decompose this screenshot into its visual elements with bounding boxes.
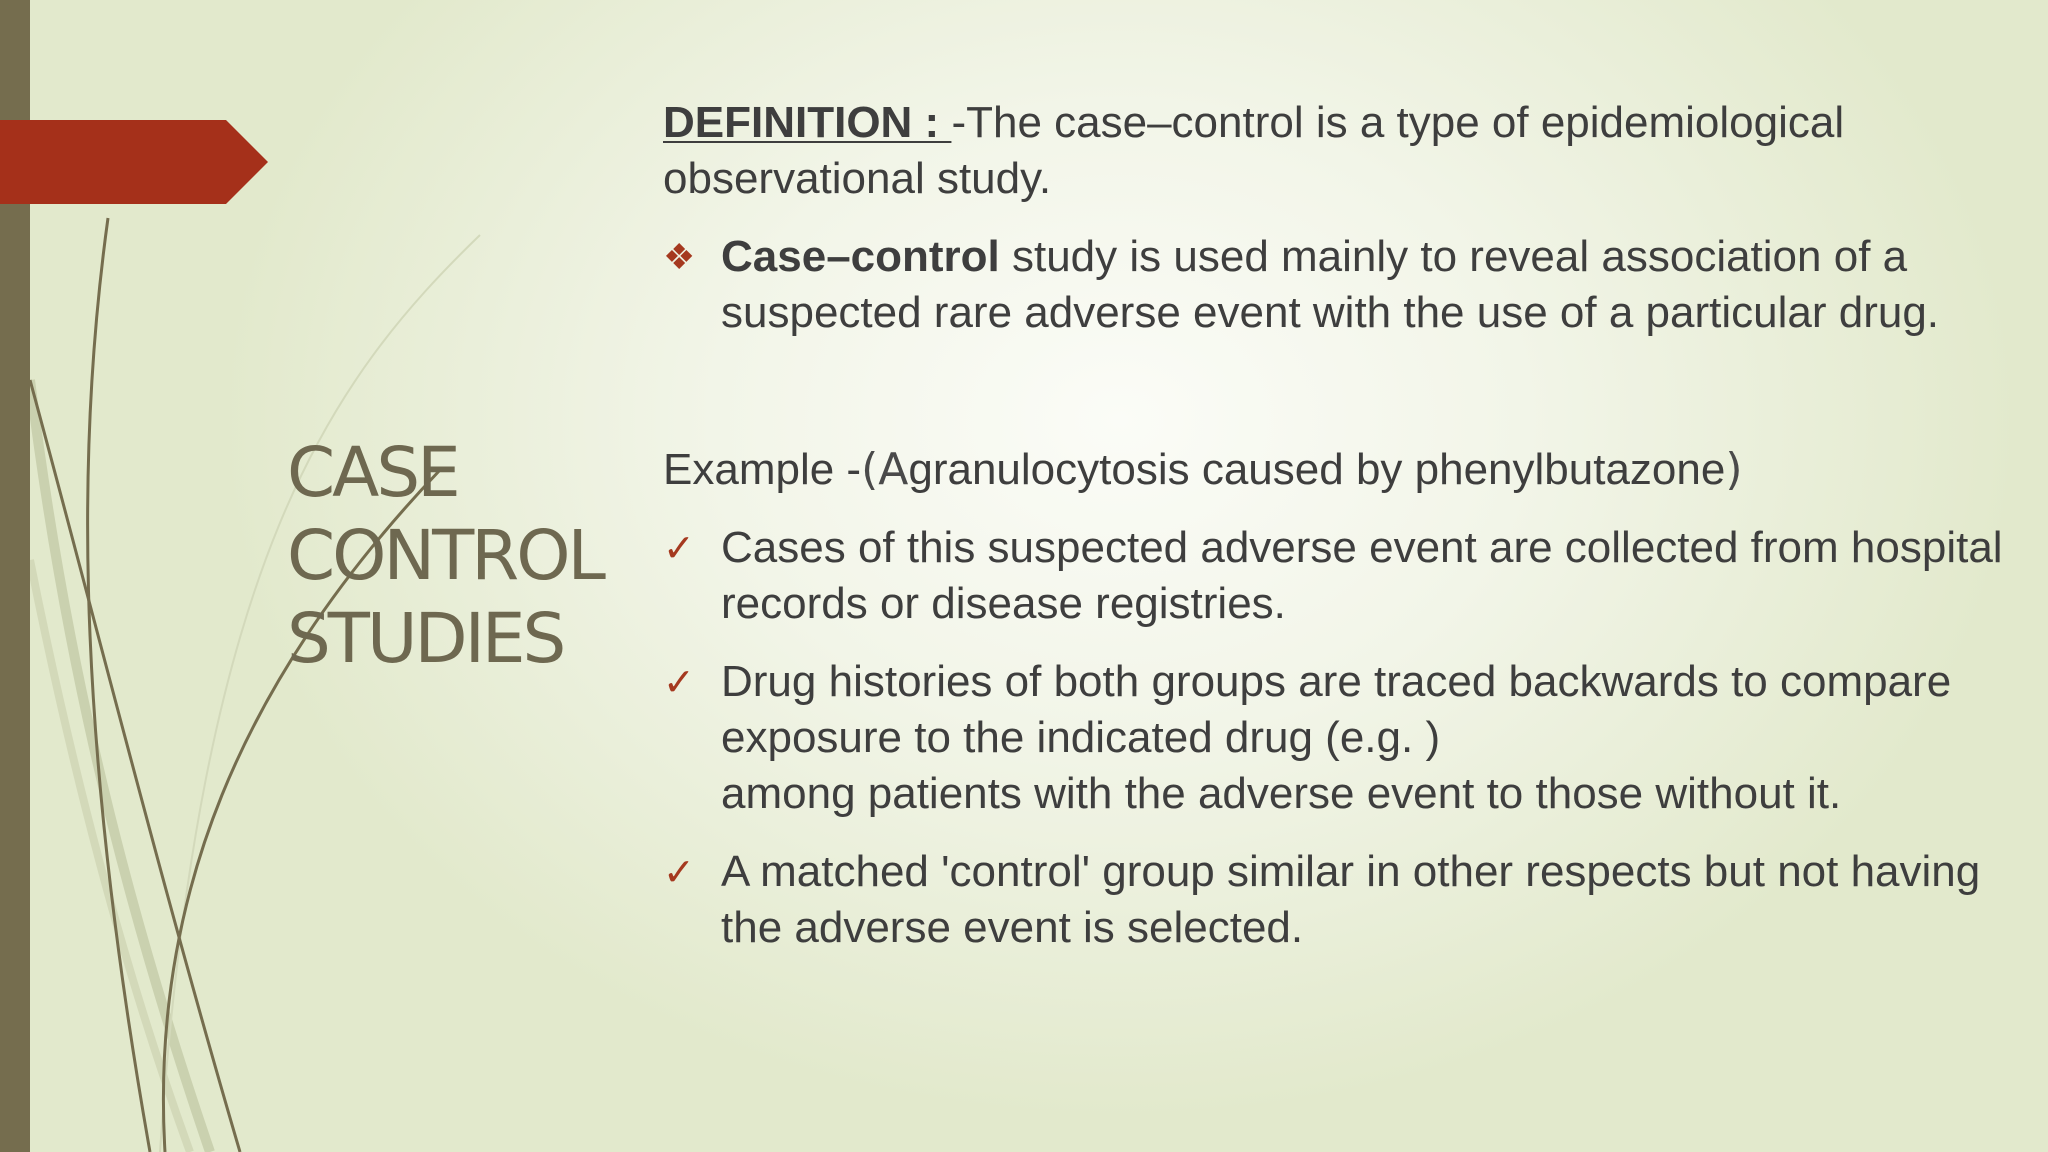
red-arrow-tab [0,120,268,204]
check-icon: ✓ [663,850,695,894]
main-bullet-bold: Case–control [721,232,1000,281]
check-icon: ✓ [663,526,695,570]
example-heading [663,442,2003,498]
example-first-letter: A [878,444,909,495]
definition-text: -The case–control is a type of epidemiological observational study. [663,98,1845,203]
check-item-2-continuation: among patients with the adverse event to those without it. [721,769,1842,818]
check-icon: ✓ [663,660,695,704]
title-line-2: CONTROL [287,516,603,596]
example-open-paren: ( [861,444,879,495]
check-item-1-text: Cases of this suspected adverse event are collected from hospital records or disease registries. [721,523,2003,628]
title-line-3: STUDIES [287,599,564,679]
example-text: granulocytosis caused by phenylbutazone [908,445,1726,494]
slide-title [287,432,627,681]
main-bullet [663,229,2003,341]
check-item-2-text: Drug histories of both groups are traced backwards to compare exposure to the indicated drug (e.g. ) [721,657,1952,762]
check-item-1 [663,520,2003,632]
definition-label: DEFINITION : [663,98,952,147]
slide-content [663,95,2003,956]
curve-light-3 [160,235,480,1152]
example-close-paren: ) [1725,444,1743,495]
main-bullet-text: study is used mainly to reveal association of a suspected rare adverse event with the use of a particular drug. [721,232,1940,337]
definition-paragraph [663,95,2003,207]
curve-light-1 [30,380,210,1152]
check-item-2 [663,654,2003,822]
example-prefix: Example - [663,445,862,494]
diamond-bullet-icon: ❖ [663,236,696,277]
check-item-3 [663,844,2003,956]
title-line-1: CASE [287,433,458,513]
check-item-3-text: A matched 'control' group similar in other respects but not having the adverse event is selected. [721,847,1981,952]
